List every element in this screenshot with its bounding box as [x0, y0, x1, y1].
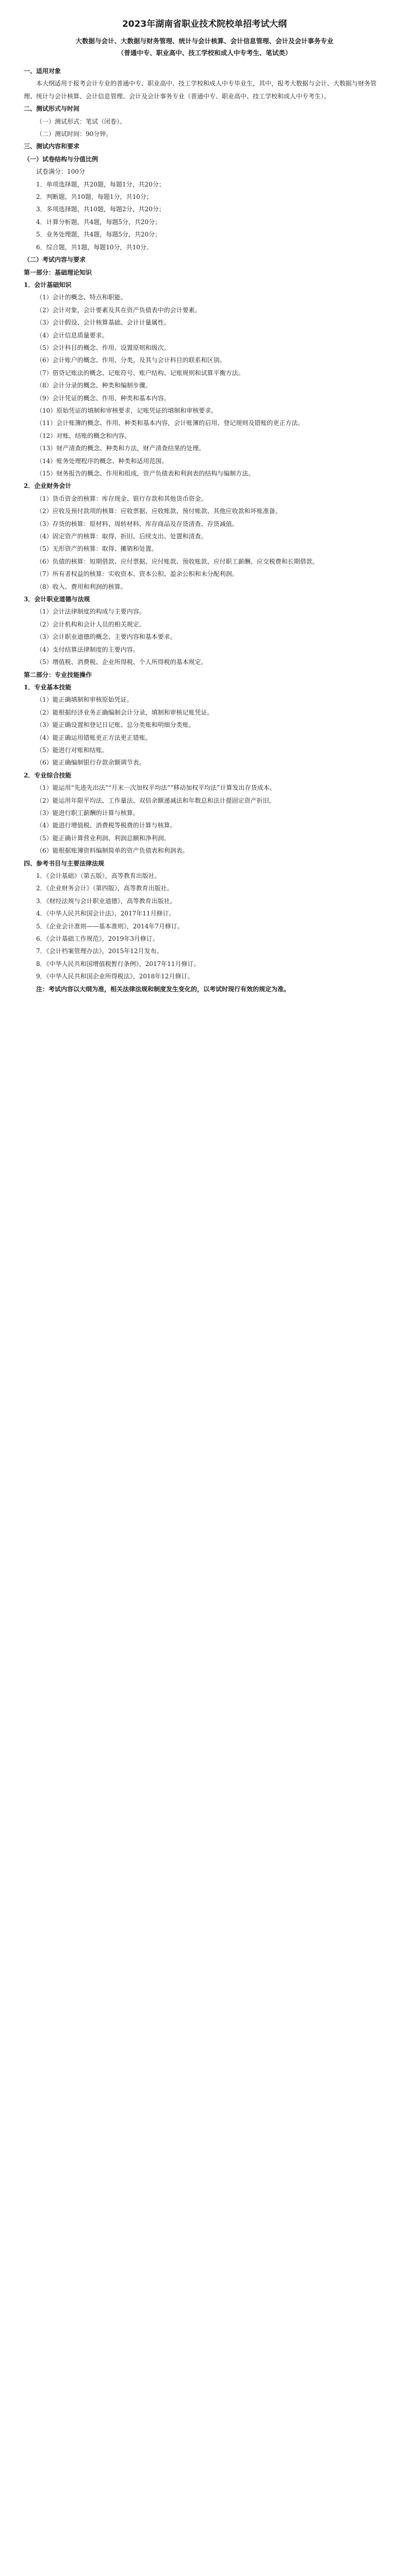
paragraph: 2．《企业财务会计》（第四版），高等教育出版社。 [36, 885, 173, 892]
paragraph: （5）能进行对账和结账。 [36, 746, 108, 754]
paragraph: （13）财产清查的概念、种类和方法，财产清查结果的处理。 [36, 445, 205, 452]
paragraph: 7．《会计档案管理办法》，2015年12月发布。 [36, 947, 163, 955]
paragraph: 1．单项选择题，共20题，每题1分，共20分； [36, 180, 165, 188]
paragraph: （1）会计法律制度的构成与主要内容。 [36, 608, 145, 616]
document-body [24, 65, 385, 995]
document-scope: （普通中专、职业高中、技工学校和成人中专考生、笔试类） [117, 49, 292, 57]
paragraph: （12）对账、结账的概念和内容。 [36, 432, 131, 439]
paragraph: （2）应收及预付款项的核算：应收票据、应收账款、预付账款、其他应收款和坏账准备。 [36, 507, 282, 515]
paragraph: （1）能运用“先进先出法”“月末一次加权平均法”“移动加权平均法”计算发出存货成本。 [36, 784, 276, 792]
paragraph: （14）账务处理程序的概念、种类和适用范围。 [36, 457, 168, 465]
paragraph: 6．《会计基础工作规范》，2019年3月修订。 [36, 935, 159, 943]
paragraph: 本大纲适用于报考会计专业的普通中专、职业高中、技工学校和成人中专毕业生，其中，报考大数据与会计、大数据与财务管理、统计与会计核算、会计信息管理、会计及会计事务专业（普通中专、职业高中、技工学校和成人中专考生）。 [24, 80, 377, 100]
paragraph: （5）能正确计算营业利润、利润总额和净利润。 [36, 834, 170, 842]
paragraph: 1．《会计基础》（第五版），高等教育出版社。 [36, 872, 161, 879]
paragraph: （15）财务报告的概念、作用和组成，资产负债表和利润表的结构与编制方法。 [36, 470, 255, 477]
paragraph: 4．《中华人民共和国会计法》，2017年11月修订。 [36, 910, 175, 918]
subsection-heading: （二）考试内容与要求 [24, 256, 86, 264]
document-subtitle: 大数据与会计、大数据与财务管理、统计与会计核算、会计信息管理、会计及会计事务专业 [75, 37, 334, 45]
section-heading: 三、测试内容和要求 [24, 143, 80, 150]
paragraph: （4）支付结算法律制度的主要内容。 [36, 646, 139, 653]
paragraph: （3）能正确设置和登记日记账、总分类账和明细分类账。 [36, 721, 195, 729]
subsection-heading: （一）试卷结构与分值比例 [24, 155, 99, 163]
paragraph: （9）会计凭证的概念、作用、种类和基本内容。 [36, 394, 170, 402]
paragraph: （1）会计的概念、特点和职能。 [36, 294, 127, 301]
paragraph: 8．《中华人民共和国增值税暂行条例》，2017年11月修订。 [36, 960, 200, 968]
section-heading: 四、参考书目与主要法律法规 [24, 859, 105, 867]
paragraph: （一）测试形式：笔试（闭卷）。 [36, 117, 126, 125]
document-title: 2023年湖南省职业技术院校单招考试大纲 [122, 19, 287, 29]
paragraph: （7）所有者权益的核算：实收资本、资本公积、盈余公积和未分配利润。 [36, 570, 238, 578]
paragraph: （8）会计分录的概念、种类和编制步骤。 [36, 382, 152, 389]
paragraph: （3）会计职业道德的概念、主要内容和基本要求。 [36, 633, 176, 641]
paragraph: 5．《企业会计准则——基本准则》，2014年7月修订。 [36, 922, 184, 930]
document-page [0, 0, 409, 1020]
paragraph: （5）增值税、消费税、企业所得税、个人所得税的基本规定。 [36, 658, 207, 666]
paragraph: （7）借贷记账法的概念、记账符号、账户结构、记账规则和试算平衡方法。 [36, 369, 244, 377]
paragraph: （6）能根据账簿资料编制简单的资产负债表和利润表。 [36, 847, 189, 855]
paragraph: 3．《财经法规与会计职业道德》，高等教育出版社。 [36, 897, 176, 905]
paragraph: （1）能正确填制和审核原始凭证。 [36, 696, 133, 704]
paragraph: 5．业务处理题，共4题，每题5分，共20分； [36, 231, 161, 239]
paragraph: （4）固定资产的核算：取得、折旧、后续支出、处置和清查。 [36, 533, 207, 540]
paragraph: （8）收入、费用和利润的核算。 [36, 583, 127, 590]
paragraph: 9．《中华人民共和国企业所得税法》，2018年12月修订。 [36, 973, 194, 980]
paragraph: 2．判断题，共10题，每题1分，共10分； [36, 193, 153, 201]
topic-heading: 3．会计职业道德与法规 [24, 596, 90, 603]
paragraph: （2）会计机构和会计人员的相关规定。 [36, 620, 145, 628]
paragraph: （2）能根据经济业务正确编制会计分录，填制和审核记账凭证。 [36, 708, 214, 716]
paragraph: （10）原始凭证的填制和审核要求，记账凭证的填制和审核要求。 [36, 406, 218, 414]
topic-heading: 1．会计基础知识 [24, 281, 72, 289]
paragraph: （6）能正确编制银行存款余额调节表。 [36, 759, 145, 767]
section-heading: 一、适用对象 [24, 67, 61, 75]
paragraph: （3）会计假设、会计核算基础、会计计量属性。 [36, 319, 170, 327]
paragraph: （2）会计对象，会计要素及其在资产负债表中的会计要素。 [36, 306, 201, 314]
paragraph: （2）能运用年限平均法、工作量法、双倍余额递减法和年数总和法计提固定资产折旧。 [36, 796, 275, 804]
paragraph: （5）会计科目的概念、作用、设置原则和级次。 [36, 344, 170, 351]
paragraph: （6）会计账户的概念、作用、分类，及其与会计科目的联系和区别。 [36, 357, 226, 364]
paragraph: （二）测试时间：90分钟。 [36, 130, 112, 138]
paragraph: 4．计算分析题，共4题，每题5分，共20分； [36, 218, 161, 226]
closing-note: 注：考试内容以大纲为准，相关法律法规和制度发生变化的，以考试时现行有效的规定为准。 [36, 985, 290, 993]
paragraph: 3．多项选择题，共10题，每题2分，共20分； [36, 206, 165, 213]
topic-heading: 2．企业财务会计 [24, 482, 72, 490]
topic-heading: 1．专业基本技能 [24, 683, 72, 691]
paragraph: 试卷满分：100分 [36, 168, 85, 176]
topic-heading: 第一部分：基础理论知识 [24, 268, 92, 276]
paragraph: （11）会计账簿的概念、作用、种类和基本内容，会计账簿的启用、登记规则及错账的更正方法。 [36, 419, 304, 427]
paragraph: （1）货币资金的核算：库存现金、银行存款和其他货币资金。 [36, 495, 207, 502]
paragraph: （4）能正确运用错账更正方法更正错账。 [36, 734, 152, 741]
topic-heading: 2．专业综合技能 [24, 771, 72, 779]
paragraph: （3）存货的核算：原材料、周转材料、库存商品及存货清查、存货减值。 [36, 520, 238, 528]
paragraph: （4）会计信息质量要求。 [36, 331, 108, 339]
paragraph: （4）能进行增值税、消费税等税费的计算与核算。 [36, 822, 176, 829]
paragraph: （6）负债的核算：短期借款、应付票据、应付账款、预收账款、应付职工薪酬、应交税费和长期借款。 [36, 557, 319, 565]
paragraph: （5）无形资产的核算：取得、摊销和处置。 [36, 545, 158, 553]
paragraph: （3）能进行职工薪酬的计算与核算。 [36, 809, 139, 817]
paragraph: 6．综合题，共1题，每题10分，共10分。 [36, 243, 153, 251]
topic-heading: 第二部分：专业技能操作 [24, 671, 92, 679]
section-heading: 二、测试形式与时间 [24, 105, 80, 113]
